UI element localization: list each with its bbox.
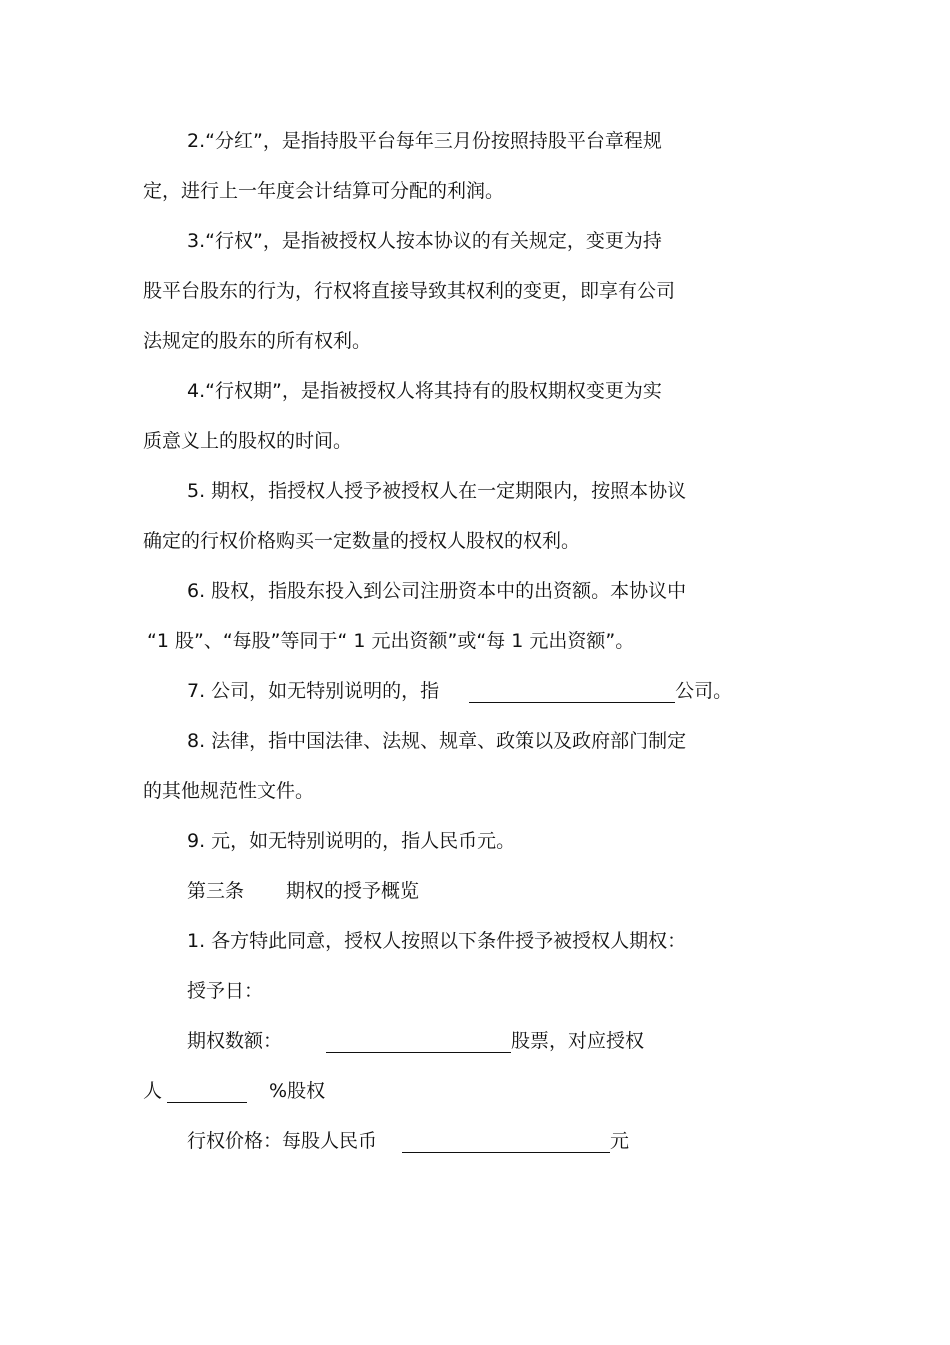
item-3-line-1: 3.“行权”，是指被授权人按本协议的有关规定，变更为持 — [187, 230, 662, 252]
exercise-price-label: 行权价格：每股人民币 — [187, 1130, 378, 1152]
item-7-prefix: 7. 公司，如无特别说明的，指 — [187, 680, 440, 702]
percent-blank — [167, 1082, 247, 1103]
option-amount-blank — [326, 1032, 511, 1053]
item-6-line-2: “1 股”、“每股”等同于“ 1 元出资额”或“每 1 元出资额”。 — [147, 630, 635, 652]
option-amount-line — [187, 1029, 644, 1053]
item-8-line-2: 的其他规范性文件。 — [143, 780, 315, 802]
option-amount-cont-suffix: %股权 — [269, 1080, 326, 1102]
article-3-label: 第三条 — [187, 880, 245, 902]
item-5-line-2: 确定的行权价格购买一定数量的授权人股权的权利。 — [143, 530, 581, 552]
item-2-line-2: 定，进行上一年度会计结算可分配的利润。 — [143, 180, 505, 202]
item-3-line-2: 股平台股东的行为，行权将直接导致其权利的变更，即享有公司 — [143, 280, 676, 302]
item-5-line-1: 5. 期权，指授权人授予被授权人在一定期限内，按照本协议 — [187, 480, 687, 502]
item-7-line — [187, 679, 732, 703]
item-3-line-3: 法规定的股东的所有权利。 — [143, 330, 372, 352]
option-amount-suffix: 股票，对应授权 — [511, 1030, 645, 1052]
item-9-line: 9. 元，如无特别说明的，指人民币元。 — [187, 830, 516, 852]
item-7-suffix: 公司。 — [675, 680, 733, 702]
item-6-line-1: 6. 股权，指股东投入到公司注册资本中的出资额。本协议中 — [187, 580, 687, 602]
grant-clause-1: 1. 各方特此同意，授权人按照以下条件授予被授权人期权： — [187, 930, 687, 952]
grant-date-line: 授予日： — [187, 980, 264, 1002]
option-amount-label: 期权数额： — [187, 1030, 283, 1052]
item-8-line-1: 8. 法律，指中国法律、法规、规章、政策以及政府部门制定 — [187, 730, 687, 752]
article-3-heading — [187, 879, 419, 903]
exercise-price-line — [187, 1129, 629, 1153]
company-name-blank — [469, 682, 675, 703]
item-4-line-1: 4.“行权期”，是指被授权人将其持有的股权期权变更为实 — [187, 380, 662, 402]
exercise-price-blank — [402, 1132, 610, 1153]
option-amount-cont-prefix: 人 — [143, 1080, 163, 1102]
option-amount-cont-line — [143, 1079, 325, 1103]
article-3-title: 期权的授予概览 — [286, 880, 420, 902]
exercise-price-suffix: 元 — [610, 1130, 630, 1152]
item-4-line-2: 质意义上的股权的时间。 — [143, 430, 353, 452]
item-2-line-1: 2.“分红”，是指持股平台每年三月份按照持股平台章程规 — [187, 130, 662, 152]
